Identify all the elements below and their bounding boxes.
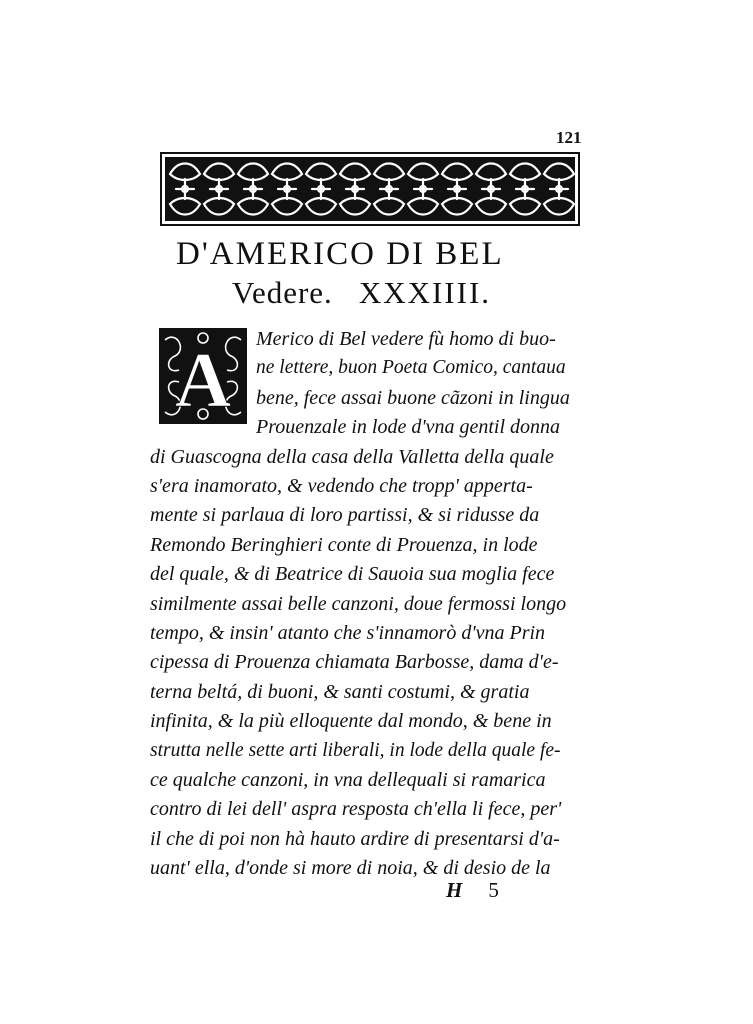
chapter-numeral: XXXIIII. — [358, 275, 492, 310]
text-line: ne lettere, buon Poeta Comico, cantaua — [256, 357, 566, 379]
text-line: strutta nelle sette arti liberali, in lode della quale fe- — [150, 739, 561, 761]
decorative-headpiece — [160, 152, 580, 226]
text-line: di Guascogna della casa della Valletta della quale — [150, 445, 554, 468]
catchword-line — [446, 878, 499, 903]
text-line: s'era inamorato, & vedendo che tropp' apperta- — [150, 475, 533, 497]
chapter-title-line1: D'AMERICO DI BEL — [176, 236, 504, 272]
decorated-initial-a — [157, 326, 249, 426]
text-line: terna beltá, di buoni, & santi costumi, & gratia — [150, 680, 530, 703]
text-line: contro di lei dell' aspra resposta ch'ella li fece, per' — [150, 798, 562, 821]
signature-mark: H — [446, 878, 463, 902]
chapter-title-line2 — [232, 275, 552, 311]
catchword-number: 5 — [488, 878, 499, 902]
text-line: mente si parlaua di loro partissi, & si ridusse da — [150, 504, 540, 527]
initial-letter: A — [174, 336, 232, 423]
text-line: del quale, & di Beatrice di Sauoia sua moglia fece — [150, 563, 555, 586]
text-line: Remondo Beringhieri conte di Prouenza, in lode — [150, 533, 538, 556]
page-number: 121 — [556, 128, 582, 147]
text-line: ce qualche canzoni, in vna dellequali si ramarica — [150, 769, 546, 791]
text-line: Merico di Bel vedere fù homo di buo- — [256, 328, 556, 350]
text-line: infinita, & la più elloquente dal mondo, & bene in — [150, 710, 552, 733]
title-word: Vedere. — [232, 275, 333, 310]
text-line: tempo, & insin' atanto che s'innamorò d'vna Prin — [150, 622, 546, 644]
text-line: Prouenzale in lode d'vna gentil donna — [256, 416, 561, 439]
text-line: similmente assai belle canzoni, doue fermossi longo — [150, 592, 567, 615]
text-line: uant' ella, d'onde si more di noia, & di desio de la — [150, 857, 551, 880]
text-line: il che di poi non hà hauto ardire di presentarsi d'a- — [150, 827, 560, 850]
text-line: bene, fece assai buone cãzoni in lingua — [256, 386, 570, 409]
text-line: cipessa di Prouenza chiamata Barbosse, dama d'e- — [150, 651, 559, 674]
